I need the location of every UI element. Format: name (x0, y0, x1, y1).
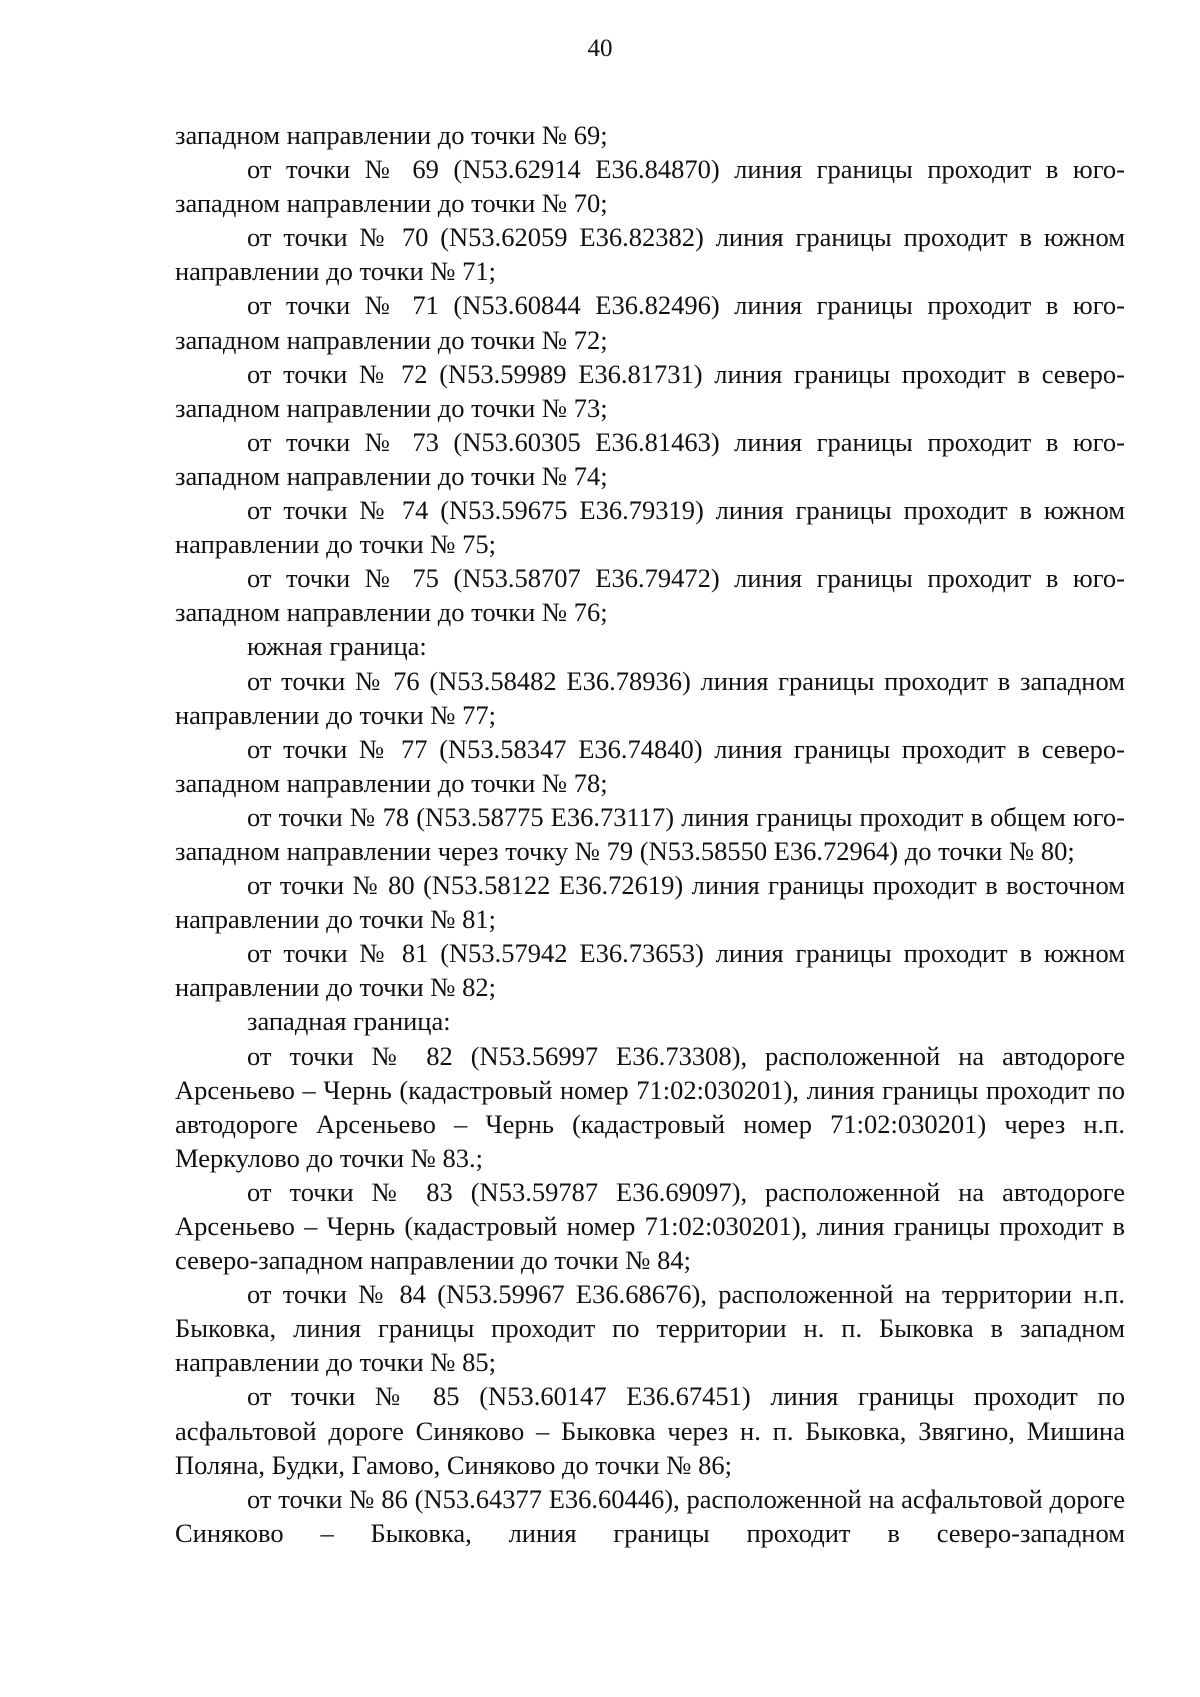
paragraph: от точки № 77 (N53.58347 E36.74840) линия границы проходит в северо-западном направлении до точки № 78; (175, 733, 1125, 798)
paragraph: от точки № 85 (N53.60147 E36.67451) линия границы проходит по асфальтовой дороге Синяково – Быковка через н. п. Быковка, Звягино, Мишина Поляна, Будки, Гамово, Синяково до точки № 86; (175, 1381, 1125, 1480)
paragraph: от точки № 83 (N53.59787 E36.69097), расположенной на автодороге Арсеньево – Чернь (кадастровый номер 71:02:030201), линия границы проходит в северо-западном направлении до точки № 84; (175, 1176, 1125, 1276)
paragraph: от точки № 71 (N53.60844 E36.82496) линия границы проходит в юго-западном направлении до точки № 72; (175, 290, 1125, 355)
paragraph: от точки № 86 (N53.64377 E36.60446), расположенной на асфальтовой дороге Синяково – Быковка, линия границы проходит в северо-западном (175, 1483, 1125, 1548)
paragraph: от точки № 73 (N53.60305 E36.81463) линия границы проходит в юго-западном направлении до точки № 74; (175, 426, 1125, 491)
paragraph: от точки № 84 (N53.59967 E36.68676), расположенной на территории н.п. Быковка, линия границы проходит по территории н. п. Быковка в западном направлении до точки № 85; (175, 1279, 1125, 1378)
paragraph: от точки № 76 (N53.58482 E36.78936) линия границы проходит в западном направлении до точки № 77; (175, 665, 1125, 730)
section-heading: западная граница: (247, 1006, 451, 1037)
paragraph: от точки № 81 (N53.57942 E36.73653) линия границы проходит в южном направлении до точки № 82; (175, 938, 1125, 1003)
document-body (175, 118, 1125, 1550)
paragraph: от точки № 75 (N53.58707 E36.79472) линия границы проходит в юго-западном направлении до точки № 76; (175, 563, 1125, 628)
paragraph: западном направлении до точки № 69; (175, 120, 608, 150)
page-number: 40 (587, 35, 613, 62)
paragraph: от точки № 82 (N53.56997 E36.73308), расположенной на автодороге Арсеньево – Чернь (кадастровый номер 71:02:030201), линия границы проходит по автодороге Арсеньево – Чернь (кадастровый номер 71:02:030201) через н.п. Меркулово до точки № 83.; (175, 1040, 1125, 1173)
paragraph: от точки № 70 (N53.62059 E36.82382) линия границы проходит в южном направлении до точки № 71; (175, 222, 1125, 287)
section-heading: южная граница: (247, 631, 427, 662)
paragraph: от точки № 74 (N53.59675 E36.79319) линия границы проходит в южном направлении до точки № 75; (175, 495, 1125, 560)
paragraph: от точки № 69 (N53.62914 E36.84870) линия границы проходит в юго-западном направлении до точки № 70; (175, 154, 1125, 219)
paragraph: от точки № 78 (N53.58775 E36.73117) линия границы проходит в общем юго-западном направлении через точку № 79 (N53.58550 E36.72964) до точки № 80; (175, 801, 1125, 866)
paragraph: от точки № 80 (N53.58122 E36.72619) линия границы проходит в восточном направлении до точки № 81; (175, 870, 1125, 935)
paragraph: от точки № 72 (N53.59989 E36.81731) линия границы проходит в северо-западном направлении до точки № 73; (175, 358, 1125, 423)
